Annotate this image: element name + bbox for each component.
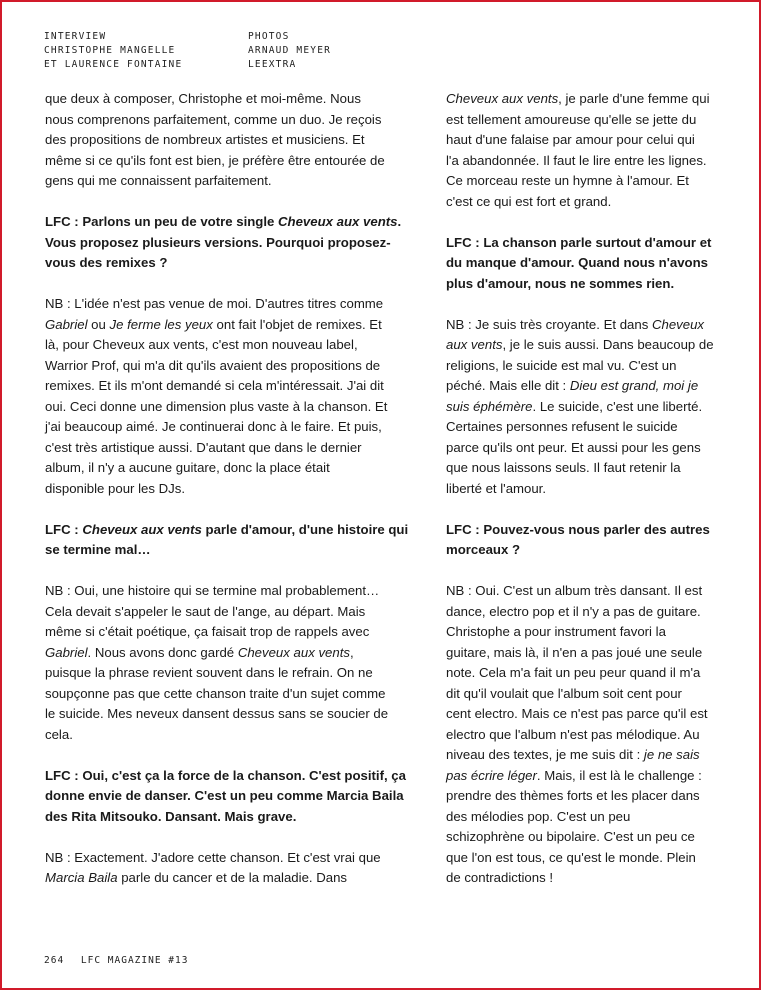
interview-credits [44,30,182,72]
answer-paragraph [446,89,714,212]
text-line: que l'on est tous, ce qu'est le monde. Plein [446,849,696,865]
text-line: donne envie de danser. C'est un peu comme Marcia Baila [45,788,404,803]
text-line: des Rita Mitsouko. Dansant. Mais grave. [45,808,297,824]
text-line: remixes. Et ils m'ont demandé si cela m'intéressait. J'ai dit [45,378,384,393]
credit-line: INTERVIEW [44,31,107,42]
text-line: Gabriel. Nous avons donc gardé Cheveux aux vents, [45,644,354,660]
text-line: parce qu'ils ont peur. Et aussi pour les gens [446,439,701,455]
answer-paragraph [45,848,385,889]
text-line: NB : Je suis très croyante. Et dans Cheveux [446,316,705,332]
text-line: NB : Oui, une histoire qui se termine mal probablement… [45,583,380,598]
text-line: des mélodies pop. C'est un peu [446,808,631,824]
text-line: LFC : Oui, c'est ça la force de la chanson. C'est positif, ça [45,767,406,783]
credit-line: CHRISTOPHE MANGELLE [44,45,176,56]
text-line: des propositions de nombreux artistes et musiciens. Et [45,132,365,147]
right-column [446,89,714,909]
text-line: même si c'était poétique, ça faisait trop de rappels avec [45,624,370,639]
text-line: nous comprenons parfaitement, comme un duo. Je reçois [45,111,382,127]
text-line: liberté et l'amour. [446,480,547,496]
text-line: NB : Oui. C'est un album très dansant. Il est [446,583,703,598]
text-line: Certaines personnes refusent le suicide [446,419,678,434]
text-line: se termine mal… [45,542,151,557]
answer-paragraph [45,294,388,499]
text-line: LFC : Pouvez-vous nous parler des autres [446,521,710,537]
text-line: Warrior Prof, qui m'a dit qu'ils avaient des propositions de [45,357,381,373]
text-line: du manque d'amour. Quand nous n'avons [446,255,708,270]
text-line: le suicide. Mes neveux dansent dessus sans se soucier de [45,706,389,721]
text-line: Ce morceau reste un hymne à l'amour. Et [446,173,689,188]
answer-paragraph [446,315,714,500]
text-line: j'ai beaucoup aimé. Je continuerai donc à le faire. Et puis, [45,419,382,434]
text-line: Christophe a pour instrument favori la [446,624,666,639]
text-line: schizophrène ou bipolaire. C'est un peu ce [446,829,695,844]
answer-paragraph [446,581,714,889]
question-paragraph [446,520,714,561]
text-line: Vous proposez plusieurs versions. Pourquoi proposez- [45,234,391,250]
credit-line: ARNAUD MEYER [248,45,332,56]
text-line: que nous laissons seuls. Il faut retenir la [446,460,681,475]
text-line: note. Cela m'a fait un peu peur quand il m'a [446,665,701,680]
text-line: disponible pour les DJs. [45,480,186,496]
question-paragraph [446,233,714,295]
text-line: c'est ce qui est fort et grand. [446,193,612,209]
text-line: LFC : Parlons un peu de votre single Cheveux aux vents. [45,214,402,229]
text-line: plus d'amour, nous ne sommes rien. [446,275,675,291]
text-line: vous des remixes ? [45,255,168,270]
text-line: oui. Ceci donne une dimension plus vaste à la chanson. Et [45,398,388,414]
text-line: religions, le suicide est mal vu. C'est un [446,357,677,373]
text-line: LFC : La chanson parle surtout d'amour et [446,234,712,250]
text-line: Cheveux aux vents, je parle d'une femme qui [446,91,710,106]
text-line: dance, electro pop et il n'y a pas de guitare. [446,603,701,619]
text-line: de contradictions ! [446,870,554,885]
text-line: LFC : Cheveux aux vents parle d'amour, d'une histoire qui [45,521,409,537]
text-line: gens qui me connaissent parfaitement. [45,173,272,188]
credit-line: LEEXTRA [248,59,297,70]
text-line: prendre des thèmes forts et les placer dans [446,788,700,803]
magazine-issue: LFC MAGAZINE #13 [80,955,189,966]
text-line: NB : L'idée n'est pas venue de moi. D'autres titres comme [45,296,384,311]
question-paragraph [45,520,409,561]
text-line: guitare, mais là, il n'en a pas joué une seule [446,644,703,660]
text-line: electro que l'album n'est pas mélodique. Au [446,726,700,742]
text-line: pas écrire léger. Mais, il est là le challenge : [446,767,702,783]
text-line: est tellement amoureuse qu'elle se jette du [446,111,697,127]
text-line: suis éphémère. Le suicide, c'est une liberté. [446,398,703,414]
page-number: 264 [44,955,65,966]
answer-paragraph [45,581,389,745]
text-line: niveau des textes, je me suis dit : je ne sais [446,747,700,762]
photo-credits [248,30,331,72]
question-paragraph [45,766,406,828]
text-line: là, pour Cheveux aux vents, c'est mon nouveau label, [45,337,358,352]
text-line: haut d'une falaise par amour pour celui qui [446,132,695,147]
text-line: morceaux ? [446,542,521,557]
text-line: aux vents, je le suis aussi. Dans beaucoup de [446,337,714,352]
left-column [45,89,409,909]
text-line: NB : Exactement. J'adore cette chanson. Et c'est vrai que [45,849,381,865]
text-line: cela. [45,726,73,742]
text-line: Cela devait s'appeler le saut de l'ange, au départ. Mais [45,603,366,619]
text-line: Gabriel ou Je ferme les yeux ont fait l'objet de remixes. Et [45,316,382,332]
question-paragraph [45,212,402,274]
text-line: cent electro. Mais ce n'est pas parce qu'il est [446,706,708,721]
text-line: dit qu'il voulait que l'album soit cent pour [446,685,682,701]
text-line: c'est très artistique aussi. D'autant que dans le dernier [45,439,362,455]
page-footer [44,955,188,966]
text-line: que deux à composer, Christophe et moi-même. Nous [45,91,361,106]
text-line: soupçonne pas que cette chanson traite d'un sujet comme [45,685,386,701]
answer-paragraph [45,89,385,192]
text-line: péché. Mais elle dit : Dieu est grand, moi je [446,378,699,393]
text-line: Marcia Baila parle du cancer et de la maladie. Dans [45,870,348,885]
credit-line: PHOTOS [248,31,290,42]
text-line: album, il n'y a aucune guitare, donc la place était [45,460,330,475]
text-line: puisque la phrase revient souvent dans le refrain. On ne [45,665,373,680]
text-line: l'a abandonnée. Il faut le lire entre les lignes. [446,152,707,168]
credit-line: ET LAURENCE FONTAINE [44,59,183,70]
text-line: même si ce qu'ils font est bien, je préfère être entourée de [45,152,385,168]
